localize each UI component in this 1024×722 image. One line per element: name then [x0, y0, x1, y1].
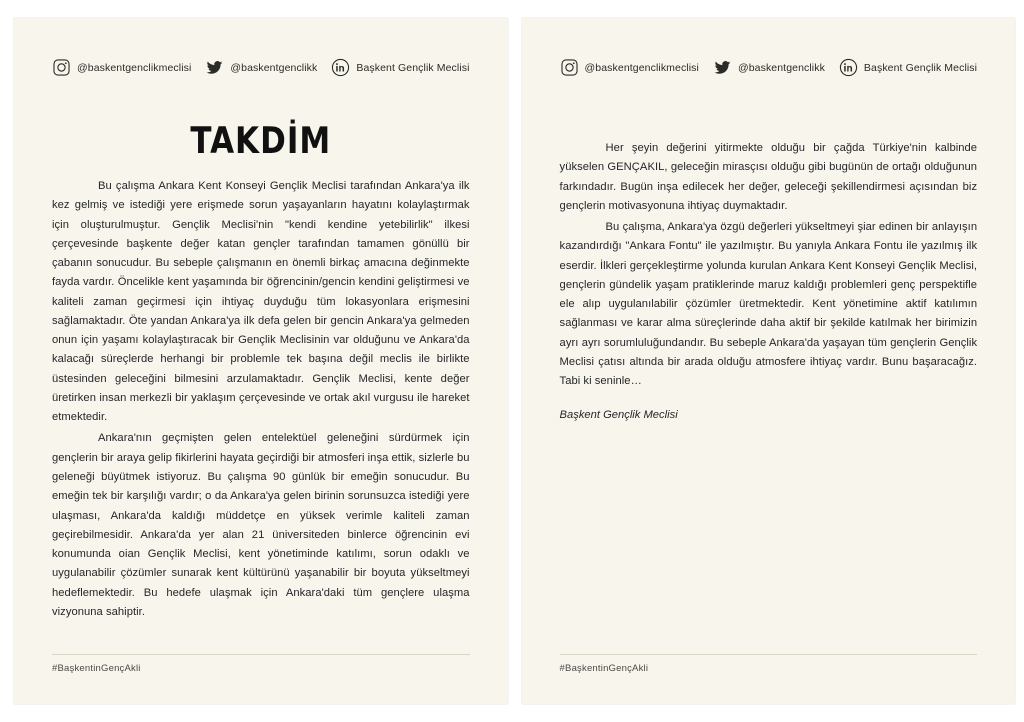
social-bar-left: [52, 58, 470, 77]
instagram-icon: [52, 58, 71, 77]
instagram-icon: [560, 58, 579, 77]
social-bar-right: [560, 58, 978, 77]
page-footer-right: [560, 640, 978, 674]
social-handle-instagram: @baskentgenclikmeclisi: [77, 61, 192, 74]
twitter-icon: [205, 58, 224, 77]
social-item-instagram: [560, 58, 699, 77]
social-handle-twitter: @baskentgenclikk: [737, 61, 825, 74]
page-title: TAKDİM: [190, 119, 332, 163]
footer-hashtag: #BaşkentinGençAkli: [52, 663, 141, 674]
footer-divider: [560, 654, 978, 655]
right-page-spacer: [560, 83, 978, 139]
linkedin-icon: [331, 58, 350, 77]
left-body-text: [52, 177, 470, 624]
paragraph: Bu çalışma Ankara Kent Konseyi Gençlik Meclisi tarafından Ankara'ya ilk kez gelmiş ve istediği yere erişmede sorun yaşayanların hayatını kolaylaştırmak için oluşturulmuştur. Gençlik Meclisi'nin "kendi kendine yetebilirlik" ilkesi çerçevesinde başkente değer katan gençler tarafından tamamen gönüllü bir çabanın sonucudur. Bu sebeple çalışmanın en önemli birkaç amacına değinmekte fayda vardır. Öncelikle kent yaşamında bir öğrencinin/gencin kendini geliştirmesi ve kaliteli zaman geçirmesi için ihtiyaç duyduğu tüm lokasyonlara erişmesini sağlamaktadır. Öte yandan Ankara'ya ilk defa gelen bir gencin Ankara'ya gelmeden onun için yaşamı kolaylaştıracak bir Gençlik Meclisinin var olduğunu ve Ankara'da kalacağı süreçlerde herhangi bir problemle tek başına değil meclis ile birlikte üstesinden geleceğini bilmesini arzulamaktadır. Gençlik Meclisi, kente değer üretirken insan merkezli bir yaklaşım çerçevesinde ve ortak akıl vurgusu ile hareket etmektedir.: [52, 180, 470, 424]
social-item-linkedin: [839, 58, 977, 77]
social-handle-twitter: @baskentgenclikk: [230, 61, 318, 74]
paragraph: Her şeyin değerini yitirmekte olduğu bir çağda Türkiye'nin kalbinde yükselen GENÇAKIL, geleceğin mirasçısı olduğu gibi bugünün de ortağı olduğunun farkındadır. Bugün inşa edilecek her değer, geleceği şekillendirmesi açısından biz gençlerin motivasyonuna ihtiyaç duymaktadır.: [559, 142, 978, 212]
social-item-instagram: [52, 58, 191, 77]
page-left: [14, 18, 508, 704]
right-body-text: [560, 139, 978, 393]
social-handle-linkedin: Başkent Gençlik Meclisi: [863, 61, 978, 74]
twitter-icon: [713, 58, 732, 77]
signature: Başkent Gençlik Meclisi: [559, 409, 678, 422]
paragraph: Bu çalışma, Ankara'ya özgü değerleri yükseltmeyi şiar edinen bir anlayışın kazandırdığı "Ankara Fontu" ile yazılmıştır. Bu yanıyla Ankara Fontu ile yazılmış ilk eserdir. İlkleri gerçekleştirme yolunda kurulan Ankara Kent Konseyi Gençlik Meclisi, gençlerin gündelik yaşam pratiklerinde maruz kaldığı problemleri genç perspektifle ele alıp uygulanılabilir çözümler üretmektedir. Kent yönetimine aktif katılımın sağlanması ve karar alma süreçlerinde daha aktif bir şekilde katılmak her birimizin ayrı ayrı sorumluluğundandır. Bu sebeple Ankara'da yaşayan tüm gençlerin Gençlik Meclisi çatısı altında bir arada olduğu atmosfere ihtiyaç vardır. Bunu başaracağız. Tabi ki seninle…: [559, 221, 978, 388]
page-right: [522, 18, 1016, 704]
social-item-linkedin: [331, 58, 469, 77]
social-handle-linkedin: Başkent Gençlik Meclisi: [356, 61, 470, 74]
page-left-content: [52, 58, 470, 674]
page-right-content: [560, 58, 978, 674]
social-item-twitter: [205, 58, 317, 77]
footer-divider: [52, 654, 470, 655]
linkedin-icon: [839, 58, 858, 77]
paragraph: Ankara'nın geçmişten gelen entelektüel geleneğini sürdürmek için gençlerin bir araya gelip fikirlerini hayata geçirdiği bir atmosferi inşa ettik, sizlerle bu geleneği büyütmek istiyoruz. Bu çalışma 90 günlük bir emeğin sonucudur. Bu emeğin tek bir karşılığı vardır; o da Ankara'ya gelen birinin sorunsuzca istediği yere ulaşması, Ankara'da kaldığı müddetçe en yüksek verimle kaliteli zaman geçirebilmesidir. Ankara'da yer alan 21 üniversiteden binlerce öğrencinin evi konumunda oian Gençlik Meclisi, kent yönetiminde katılımı, sorun odaklı ve uygulanabilir çözümler sunarak kent kültürünü yaşanabilir bir boyuta yükseltmeyi hedeflemektedir. Bu hedefe ulaşmak için Ankara'daki tüm gençlere ulaşma vizyonuna sahiptir.: [52, 432, 470, 618]
page-footer-left: [52, 640, 470, 674]
footer-hashtag: #BaşkentinGençAkli: [559, 663, 649, 674]
social-item-twitter: [713, 58, 825, 77]
social-handle-instagram: @baskentgenclikmeclisi: [584, 61, 699, 74]
